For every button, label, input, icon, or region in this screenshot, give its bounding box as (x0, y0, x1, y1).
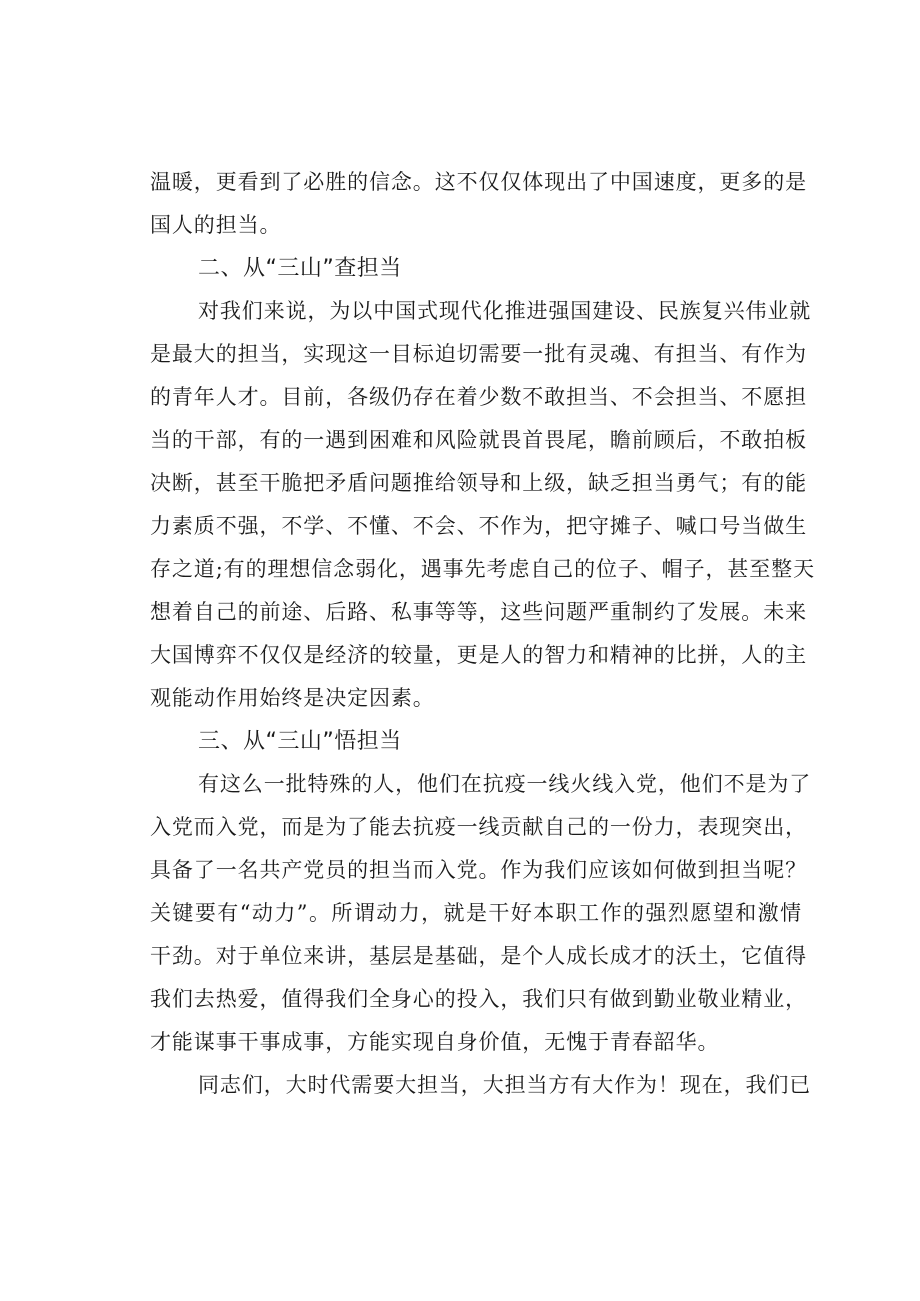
text-line: 同志们，大时代需要大担当，大担当方有大作为！现在，我们已 (198, 1073, 812, 1097)
paragraph-closing (150, 1064, 812, 1107)
text-line: 国人的担当。 (150, 213, 282, 237)
text-line: 温暖，更看到了必胜的信念。这不仅仅体现出了中国速度，更多的是 (150, 170, 807, 194)
text-line: 存之道;有的理想信念弱化，遇事先考虑自己的位子、帽子，甚至整天 (150, 557, 815, 581)
text-line: 我们去热爱，值得我们全身心的投入，我们只有做到勤业敬业精业， (150, 987, 807, 1011)
paragraph-continued (150, 161, 807, 247)
text-line: 关键要有“动力”。所谓动力，就是干好本职工作的强烈愿望和激情 (150, 901, 802, 925)
text-line: 当的干部，有的一遇到困难和风险就畏首畏尾，瞻前顾后，不敢拍板 (150, 428, 807, 452)
text-line: 想着自己的前途、后路、私事等等，这些问题严重制约了发展。未来 (150, 600, 807, 624)
text-line: 的青年人才。目前，各级仍存在着少数不敢担当、不会担当、不愿担 (150, 385, 807, 409)
text-line: 是最大的担当，实现这一目标迫切需要一批有灵魂、有担当、有作为 (150, 342, 807, 366)
text-line: 入党而入党，而是为了能去抗疫一线贡献自己的一份力，表现突出， (150, 815, 807, 839)
text-line: 有这么一批特殊的人，他们在抗疫一线火线入党，他们不是为了 (198, 772, 812, 796)
paragraph-section-2 (150, 290, 815, 720)
text-line: 力素质不强，不学、不懂、不会、不作为，把守摊子、喊口号当做生 (150, 514, 807, 538)
text-line: 决断，甚至干脆把矛盾问题推给领导和上级，缺乏担当勇气；有的能 (150, 471, 807, 495)
text-line: 对我们来说，为以中国式现代化推进强国建设、民族复兴伟业就 (198, 299, 812, 323)
paragraph-section-3 (150, 763, 812, 1064)
text-line: 大国博弈不仅仅是经济的较量，更是人的智力和精神的比拼，人的主 (150, 643, 807, 667)
text-line: 观能动作用始终是决定因素。 (150, 686, 435, 710)
section-heading-2: 二、从“三山”查担当 (198, 256, 402, 281)
section-heading-3: 三、从“三山”悟担当 (198, 729, 402, 754)
text-line: 干劲。对于单位来讲，基层是基础，是个人成长成才的沃土，它值得 (150, 944, 807, 968)
document-page (150, 161, 815, 1107)
text-line: 才能谋事干事成事，方能实现自身价值，无愧于青春韶华。 (150, 1030, 720, 1054)
text-line: 具备了一名共产党员的担当而入党。作为我们应该如何做到担当呢？ (150, 858, 807, 882)
